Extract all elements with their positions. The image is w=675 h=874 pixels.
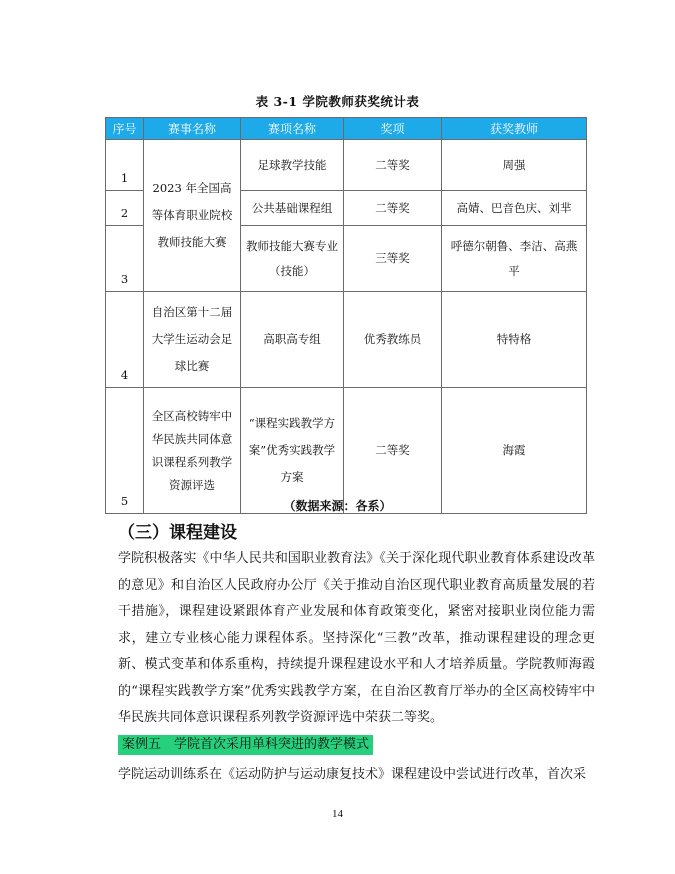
table-caption: 表 3-1 学院教师获奖统计表 [255, 94, 420, 109]
row-award: 二等奖 [344, 140, 442, 191]
row-item: 高职高专组 [241, 292, 344, 388]
row-award: 二等奖 [344, 191, 442, 226]
row-item: 公共基础课程组 [241, 191, 344, 226]
page-number: 14 [332, 808, 343, 820]
row-no: 2 [106, 191, 144, 226]
row-teacher: 特特格 [442, 292, 587, 388]
award-table [105, 117, 587, 514]
table-row [106, 388, 587, 514]
row-no: 4 [106, 292, 144, 388]
row-award: 二等奖 [344, 388, 442, 514]
section-paragraph: 学院积极落实《中华人民共和国职业教育法》《关于深化现代职业教育体系建设改革的意见》和自治区人民政府办公厅《关于推动自治区现代职业教育高质量发展的若干措施》，课程建设紧跟体育产业发展和体育政策变化，紧密对接职业岗位能力需求，建立专业核心能力课程体系。坚持深化“三教”改革，推动课程建设的理念更新、模式变革和体系重构，持续提升课程建设水平和人才培养质量。学院教师海霞的“课程实践教学方案”优秀实践教学方案，在自治区教育厅举办的全区高校铸牢中华民族共同体意识课程系列教学资源评选中荣获二等奖。 [118, 551, 595, 725]
header-award: 奖项 [344, 118, 442, 140]
row-award: 优秀教练员 [344, 292, 442, 388]
section-heading: （三）课程建设 [118, 523, 237, 543]
row-no: 1 [106, 140, 144, 191]
header-teacher: 获奖教师 [442, 118, 587, 140]
row-event: 2023 年全国高等体育职业院校教师技能大赛 [144, 140, 241, 292]
header-item: 赛项名称 [241, 118, 344, 140]
row-item: 足球教学技能 [241, 140, 344, 191]
row-event: 全区高校铸牢中华民族共同体意识课程系列教学资源评选 [144, 388, 241, 514]
row-item: “课程实践教学方案”优秀实践教学方案 [241, 388, 344, 514]
row-no: 3 [106, 226, 144, 292]
table-row [106, 292, 587, 388]
table-row [106, 140, 587, 191]
row-item: 教师技能大赛专业（技能） [241, 226, 344, 292]
header-event: 赛事名称 [144, 118, 241, 140]
row-award: 三等奖 [344, 226, 442, 292]
header-no: 序号 [106, 118, 144, 140]
row-teacher: 海霞 [442, 388, 587, 514]
case-label: 案例五 学院首次采用单科突进的教学模式 [118, 735, 373, 755]
table-header-row [106, 118, 587, 140]
row-teacher: 高婧、巴音色庆、刘芈 [442, 191, 587, 226]
table-source-note: （数据来源：各系） [283, 499, 392, 513]
row-no: 5 [106, 388, 144, 514]
row-teacher: 呼德尔朝鲁、李洁、高燕平 [442, 226, 587, 292]
row-event: 自治区第十二届大学生运动会足球比赛 [144, 292, 241, 388]
row-teacher: 周强 [442, 140, 587, 191]
case-paragraph: 学院运动训练系在《运动防护与运动康复技术》课程建设中尝试进行改革，首次采 [118, 767, 587, 782]
